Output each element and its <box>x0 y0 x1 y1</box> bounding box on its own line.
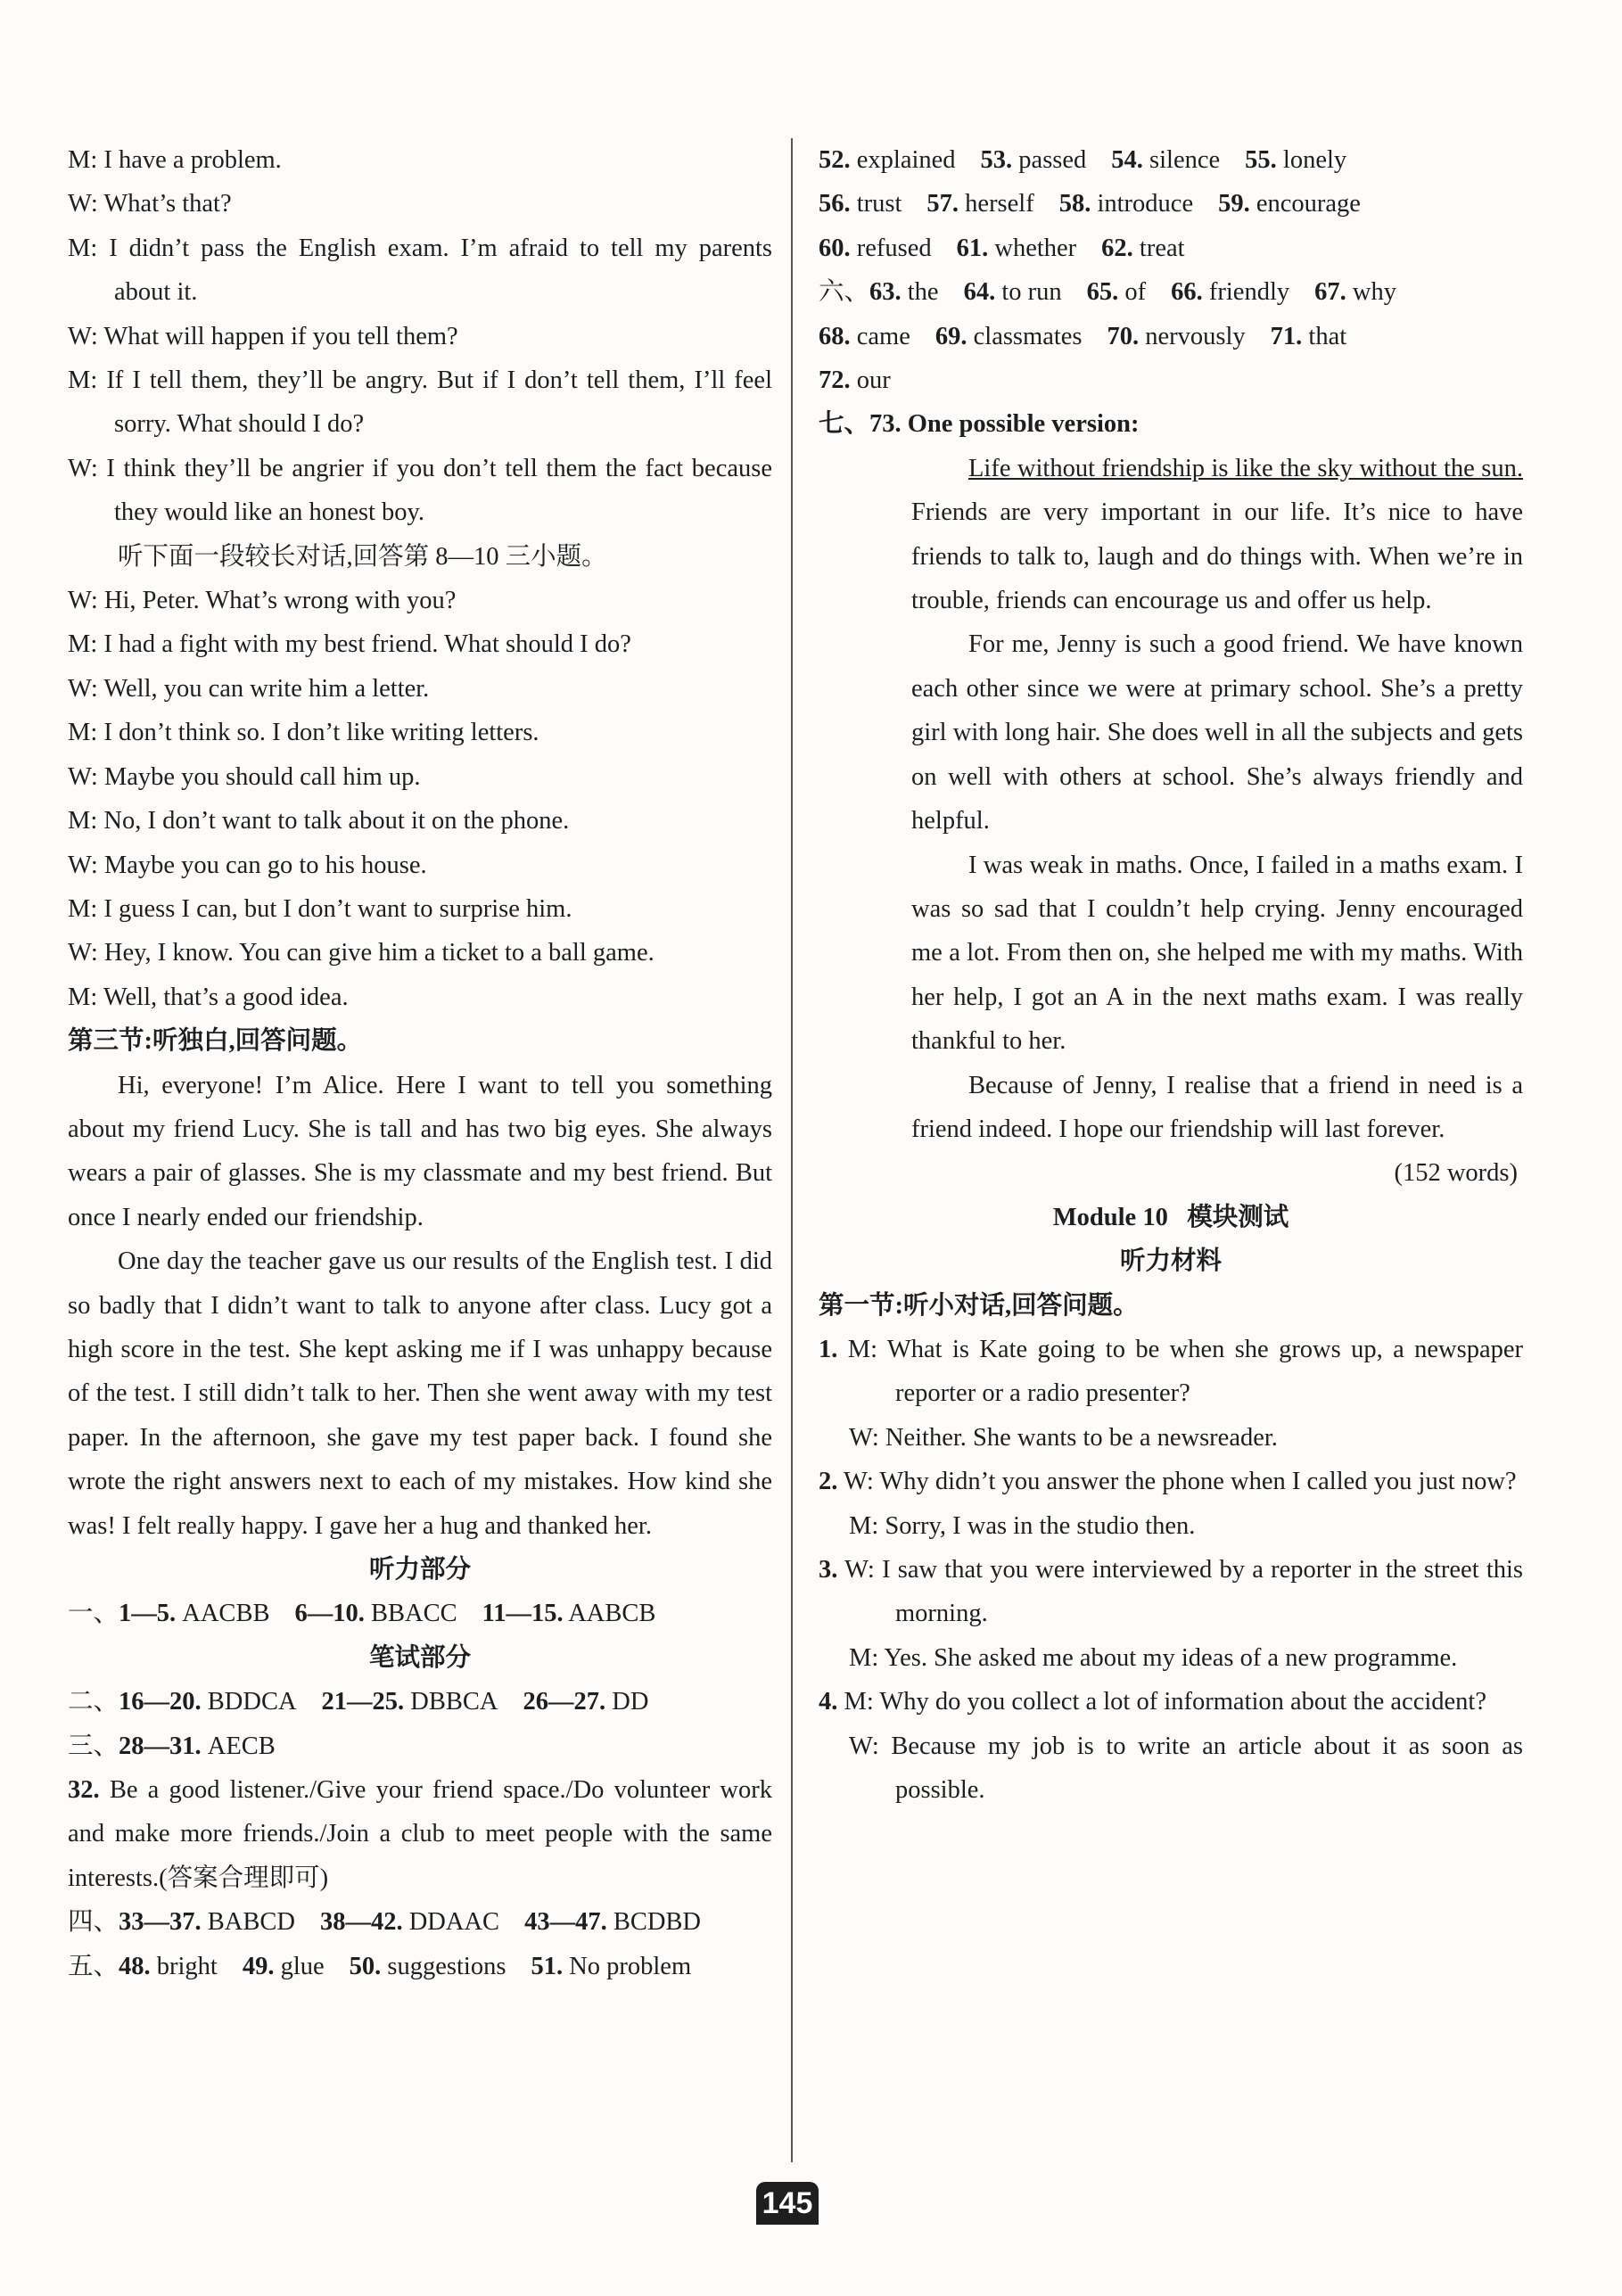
dialog-line: M: I guess I can, but I don’t want to surprise him. <box>68 894 572 923</box>
dialog-line: M: I had a fight with my best friend. What should I do? <box>68 630 631 659</box>
dialog-line: W: Maybe you can go to his house. <box>68 851 427 879</box>
module-title: Module 10 模块测试 <box>1052 1203 1289 1231</box>
question-1 <box>819 1328 1523 1460</box>
dialog-line: W: Well, you can write him a letter. <box>68 674 430 703</box>
dialog-line: W: Hey, I know. You can give him a ticket to a ball game. <box>68 939 655 967</box>
dialog-line: 1. M: What is Kate going to be when she grows up, a newspaper reporter or a radio presenter? <box>819 1335 1523 1408</box>
question-4 <box>819 1680 1523 1812</box>
essay-paragraph-1: Life without friendship is like the sky without the sun. Friends are very important in our life. It’s nice to have friends to talk to, laugh and do things with. When we’re in trouble, friends can encourage us and offer us help. <box>911 454 1523 615</box>
left-column <box>68 138 772 1988</box>
dialog-line: M: Yes. She asked me about my ideas of a new programme. <box>849 1643 1458 1672</box>
dialog-line: W: I think they’ll be angrier if you don’t tell them the fact because they would like an honest boy. <box>68 454 773 527</box>
answer-row-52: 52. explained 53. passed 54. silence 55. lonely <box>819 146 1347 174</box>
right-column <box>819 138 1523 1812</box>
answer-row-4: 四、33—37. BABCD 38—42. DDAAC 43—47. BCDBD <box>68 1908 702 1937</box>
dialog-line: M: Well, that’s a good idea. <box>68 983 349 1011</box>
listening-heading: 听力部分 <box>368 1556 471 1584</box>
dialog-line: W: Because my job is to write an article about it as soon as possible. <box>849 1732 1524 1805</box>
dialog-line: 3. W: I saw that you were interviewed by a reporter in the street this morning. <box>819 1556 1523 1628</box>
dialog-line: W: Hi, Peter. What’s wrong with you? <box>68 587 457 615</box>
word-count: (152 words) <box>1394 1159 1518 1188</box>
answer-row-60: 60. refused 61. whether 62. treat <box>819 234 1185 262</box>
section-1-heading: 第一节:听小对话,回答问题。 <box>819 1291 1139 1320</box>
question-3 <box>819 1548 1523 1680</box>
column-divider <box>791 138 793 2162</box>
written-heading: 笔试部分 <box>368 1643 471 1672</box>
dialog-2 <box>68 579 772 1019</box>
answer-row-3: 三、28—31. AECB <box>68 1732 276 1760</box>
instruction-8-10: 听下面一段较长对话,回答第 8—10 三小题。 <box>118 542 607 571</box>
monologue-paragraph: Hi, everyone! I’m Alice. Here I want to tell you something about my friend Lucy. She is tall and has two big eyes. She always wears a pair of glasses. She is my classmate and my best friend. But once I nearly ended our friendship. <box>68 1071 772 1231</box>
answer-row-56: 56. trust 57. herself 58. introduce 59. encourage <box>819 190 1361 218</box>
dialog-line: M: I didn’t pass the English exam. I’m afraid to tell my parents about it. <box>68 234 772 307</box>
answer-row-1: 一、1—5. AACBB 6—10. BBACC 11—15. AABCB <box>68 1600 656 1628</box>
section-3-heading: 第三节:听独白,回答问题。 <box>68 1027 363 1056</box>
answer-32: 32. Be a good listener./Give your friend space./Do volunteer work and make more friends./Join a club to meet people with the same interests.(答案合理即可) <box>68 1776 773 1892</box>
dialog-line: M: If I tell them, they’ll be angry. But if I don’t tell them, I’ll feel sorry. What should I do? <box>68 366 773 439</box>
monologue-paragraph: One day the teacher gave us our results of the English test. I did so badly that I didn’t want to talk to anyone after class. Lucy got a high score in the test. She kept asking me if I was unhappy because of the test. I still didn’t talk to her. Then she went away with my test paper. In the afternoon, she gave my test paper back. I found she wrote the right answers next to each of my mistakes. How kind she was! I felt really happy. I gave her a hug and thanked her. <box>68 1247 772 1540</box>
dialog-1 <box>68 138 772 535</box>
dialog-line: 4. M: Why do you collect a lot of information about the accident? <box>819 1688 1486 1716</box>
dialog-line: M: No, I don’t want to talk about it on the phone. <box>68 807 570 835</box>
essay-topic-sentence: Life without friendship is like the sky without the sun. <box>968 454 1523 482</box>
dialog-line: 2. W: Why didn’t you answer the phone when I called you just now? <box>819 1468 1517 1496</box>
dialog-line: M: Sorry, I was in the studio then. <box>849 1511 1196 1540</box>
page-number: 145 <box>756 2182 819 2225</box>
answer-row-68: 68. came 69. classmates 70. nervously 71. that <box>819 322 1347 350</box>
dialog-line: M: I have a problem. <box>68 146 282 174</box>
dialog-line: W: Maybe you should call him up. <box>68 762 421 791</box>
material-heading: 听力材料 <box>1119 1247 1222 1276</box>
dialog-line: W: What’s that? <box>68 190 232 218</box>
essay-paragraph-2: For me, Jenny is such a good friend. We have known each other since we were at primary school. She’s a pretty girl with long hair. She does well in all the subjects and gets on well with others at school. She’s always friendly and helpful. <box>911 630 1523 835</box>
essay-paragraph-4: Because of Jenny, I realise that a friend in need is a friend indeed. I hope our friendship will last forever. <box>911 1071 1523 1143</box>
dialog-line: M: I don’t think so. I don’t like writing letters. <box>68 719 539 747</box>
question-2 <box>819 1460 1523 1548</box>
dialog-line: W: Neither. She wants to be a newsreader. <box>849 1423 1278 1452</box>
essay-paragraph-3: I was weak in maths. Once, I failed in a maths exam. I was so sad that I couldn’t help crying. Jenny encouraged me a lot. From then on, she helped me with my maths. With her help, I got an A in the next maths exam. I was really thankful to her. <box>911 851 1523 1056</box>
answer-row-2: 二、16—20. BDDCA 21—25. DBBCA 26—27. DD <box>68 1688 649 1716</box>
dialog-line: W: What will happen if you tell them? <box>68 322 458 350</box>
answer-row-5: 五、48. bright 49. glue 50. suggestions 51. No problem <box>68 1952 692 1980</box>
answer-row-63: 六、63. the 64. to run 65. of 66. friendly 67. why <box>819 278 1396 307</box>
answer-row-72: 72. our <box>819 366 891 395</box>
essay-title: 七、73. One possible version: <box>819 410 1140 439</box>
